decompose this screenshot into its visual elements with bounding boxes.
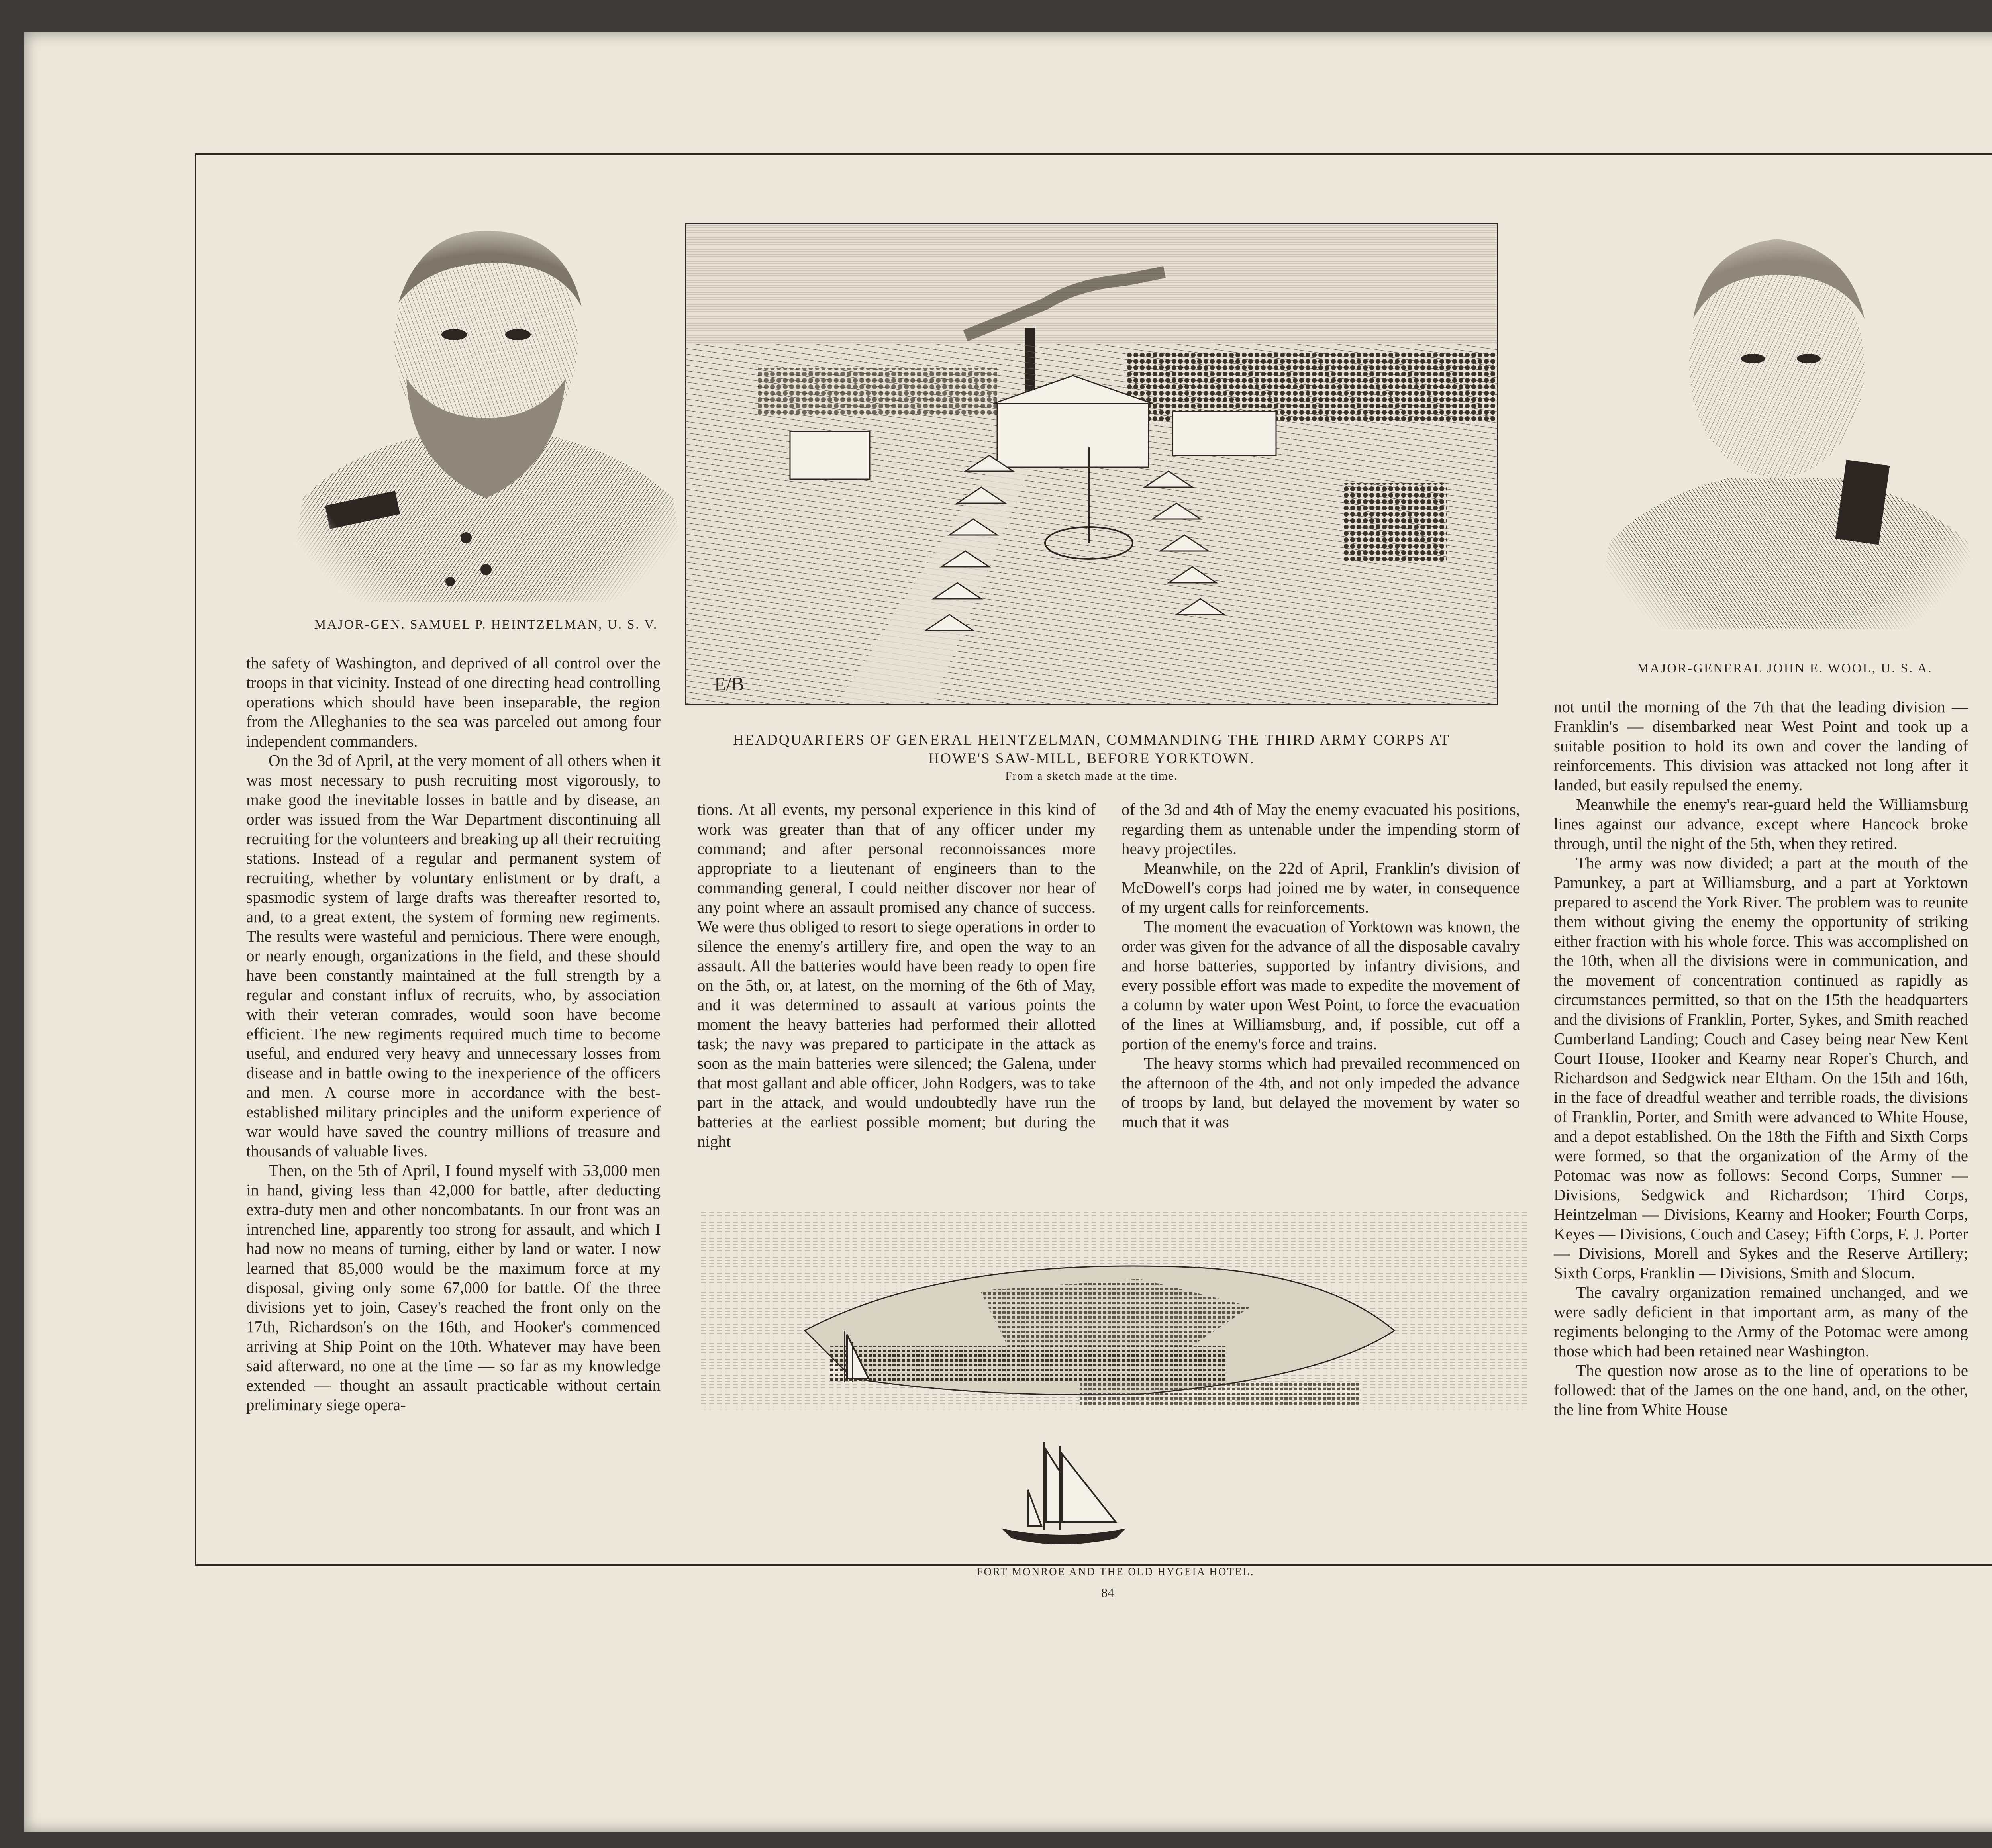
caption-headquarters-line2: HOWE'S SAW-MILL, BEFORE YORKTOWN. bbox=[928, 751, 1255, 767]
paragraph: of the 3d and 4th of May the enemy evacuated his positions, regarding them as untenable under the impending storm of heavy projectiles. bbox=[1121, 800, 1520, 858]
paragraph: the safety of Washington, and deprived of all control over the troops in that vicinity. Instead of one directing head controlling operations which should have been inseparable, the region from the Alleghanies to the sea was parceled out among four independent commanders. bbox=[246, 654, 661, 750]
page-number: 84 bbox=[1101, 1585, 1114, 1600]
paragraph: The army was now divided; a part at the mouth of the Pamunkey, a part at Williamsburg, and a part at Yorktown prepared to ascend the York River. The problem was to reunite them without giving the enemy the opportunity of striking either fraction with his whole force. This was accomplished on the 10th, when all the divisions were in communication, and the movement of concentration continued as rapidly as circumstances permitted, so that on the 15th the headquarters and the divisions of Franklin, Porter, Sykes, and Smith reached Cumberland Landing; Couch and Casey being near New Kent Court House, Hooker and Kearny near Roper's Church, and Richardson and Sedgwick near Eltham. On the 15th and 16th, in the face of dreadful weather and terrible roads, the divisions of Franklin, Porter, and Smith were advanced to White House, and a depot established. On the 18th the Fifth and Sixth Corps were formed, so that the organization of the Army of the Potomac was now as follows: Second Corps, Sumner — Divisions, Sedgwick and Richardson; Third Corps, Heintzelman — Divisions, Kearny and Hooker; Fourth Corps, Keyes — Divisions, Couch and Casey; Fifth Corps, F. J. Porter — Divisions, Morell and Sykes and the Reserve Artillery; Sixth Corps, Franklin — Divisions, Smith and Slocum. bbox=[1554, 854, 1968, 1282]
text-column-4 bbox=[1554, 697, 1968, 1419]
paragraph: Meanwhile the enemy's rear-guard held the Williamsburg lines against our advance, except where Hancock broke through, until the night of the 5th, when they retired. bbox=[1554, 795, 1968, 852]
paragraph: On the 3d of April, at the very moment of all others when it was most necessary to push recruiting most vigorously, to make good the inevitable losses in battle and by disease, an order was issued from the War Department discontinuing all recruiting for the volunteers and breaking up all their recruiting stations. Instead of a regular and permanent system of recruiting, whether by voluntary enlistment or by draft, a spasmodic system of large drafts was thereafter resorted to, and, to a great extent, the system of forming new regiments. The results were wasteful and pernicious. There were enough, or nearly enough, organizations in the field, and these should have been constantly maintained at the full strength by a regular and constant influx of recruits, who, by association with their veteran comrades, would soon have become efficient. The new regiments required much time to become useful, and endured very heavy and unnecessary losses from disease and in battle owing to the inexperience of the officers and men. A course more in accordance with the best-established military principles and the uniform experience of war would have saved the country millions of treasure and thousands of valuable lives. bbox=[246, 751, 661, 1160]
paragraph: The moment the evacuation of Yorktown was known, the order was given for the advance of all the disposable cavalry and horse batteries, supported by infantry divisions, and every possible effort was made to expedite the movement of a column by water upon West Point, to force the evacuation of the lines at Williamsburg, and, if possible, cut off a portion of the enemy's force and trains. bbox=[1121, 917, 1520, 1053]
text-column-2 bbox=[697, 800, 1096, 1151]
portrait-wool bbox=[1586, 215, 1984, 629]
engraving-fort-monroe bbox=[701, 1211, 1530, 1562]
caption-headquarters-source: From a sketch made at the time. bbox=[1005, 770, 1178, 782]
engraving-headquarters bbox=[685, 223, 1498, 705]
caption-headquarters-line1: HEADQUARTERS OF GENERAL HEINTZELMAN, COMMANDING THE THIRD ARMY CORPS AT bbox=[733, 732, 1450, 748]
paragraph: tions. At all events, my personal experience in this kind of work was greater than that of any officer under my command; and after personal reconnoissances more appropriate to a lieutenant of engineers than to the commanding general, I could neither discover nor hear of any point where an assault promised any chance of success. We were thus obliged to resort to siege operations in order to silence the enemy's artillery fire, and open the way to an assault. All the batteries would have been ready to open fire on the 5th, or, at latest, on the morning of the 6th of May, and it was determined to assault at various points the moment the heavy batteries had performed their allotted task; the navy was prepared to participate in the attack as soon as the main batteries were silenced; the Galena, under that most gallant and able officer, John Rodgers, was to take part in the attack, and would undoubtedly have run the batteries at the earliest possible moment; but during the night bbox=[697, 800, 1096, 1150]
caption-wool: MAJOR-GENERAL JOHN E. WOOL, U. S. A. bbox=[1637, 661, 1933, 676]
artist-monogram: E/B bbox=[714, 674, 744, 695]
caption-fort-monroe: FORT MONROE AND THE OLD HYGEIA HOTEL. bbox=[976, 1566, 1255, 1578]
paragraph: The cavalry organization remained unchanged, and we were sadly deficient in that important arm, as many of the regiments belonging to the Army of the Potomac were among those which had been retained near Washington. bbox=[1554, 1283, 1968, 1360]
paragraph: not until the morning of the 7th that the leading division — Franklin's — disembarked near West Point and took up a suitable position to hold its own and cover the landing of reinforcements. This division was attacked not long after it landed, but easily repulsed the enemy. bbox=[1554, 698, 1968, 794]
text-column-3 bbox=[1121, 800, 1520, 1132]
caption-heintzelman: MAJOR-GEN. SAMUEL P. HEINTZELMAN, U. S. V. bbox=[314, 617, 658, 632]
paragraph: Then, on the 5th of April, I found myself with 53,000 men in hand, giving less than 42,000 for battle, after deducting extra-duty men and other noncombatants. In our front was an intrenched line, apparently too strong for assault, and which I had now no means of turning, either by land or water. I now learned that 85,000 would be the maximum force at my disposal, giving only some 67,000 for battle. Of the three divisions yet to join, Casey's reached the front only on the 17th, Richardson's on the 16th, and Hooker's commenced arriving at Ship Point on the 10th. Whatever may have been said afterward, no one at the time — so far as my knowledge extended — thought an assault practicable without certain preliminary siege opera- bbox=[246, 1161, 661, 1414]
paragraph: Meanwhile, on the 22d of April, Franklin's division of McDowell's corps had joined me by water, in consequence of my urgent calls for reinforcements. bbox=[1121, 859, 1520, 916]
portrait-heintzelman bbox=[279, 211, 693, 602]
paragraph: The heavy storms which had prevailed recommenced on the afternoon of the 4th, and not only impeded the advance of troops by land, but delayed the movement by water so much that it was bbox=[1121, 1054, 1520, 1131]
text-column-1 bbox=[246, 653, 661, 1415]
paragraph: The question now arose as to the line of operations to be followed: that of the James on the one hand, and, on the other, the line from White House bbox=[1554, 1361, 1968, 1419]
